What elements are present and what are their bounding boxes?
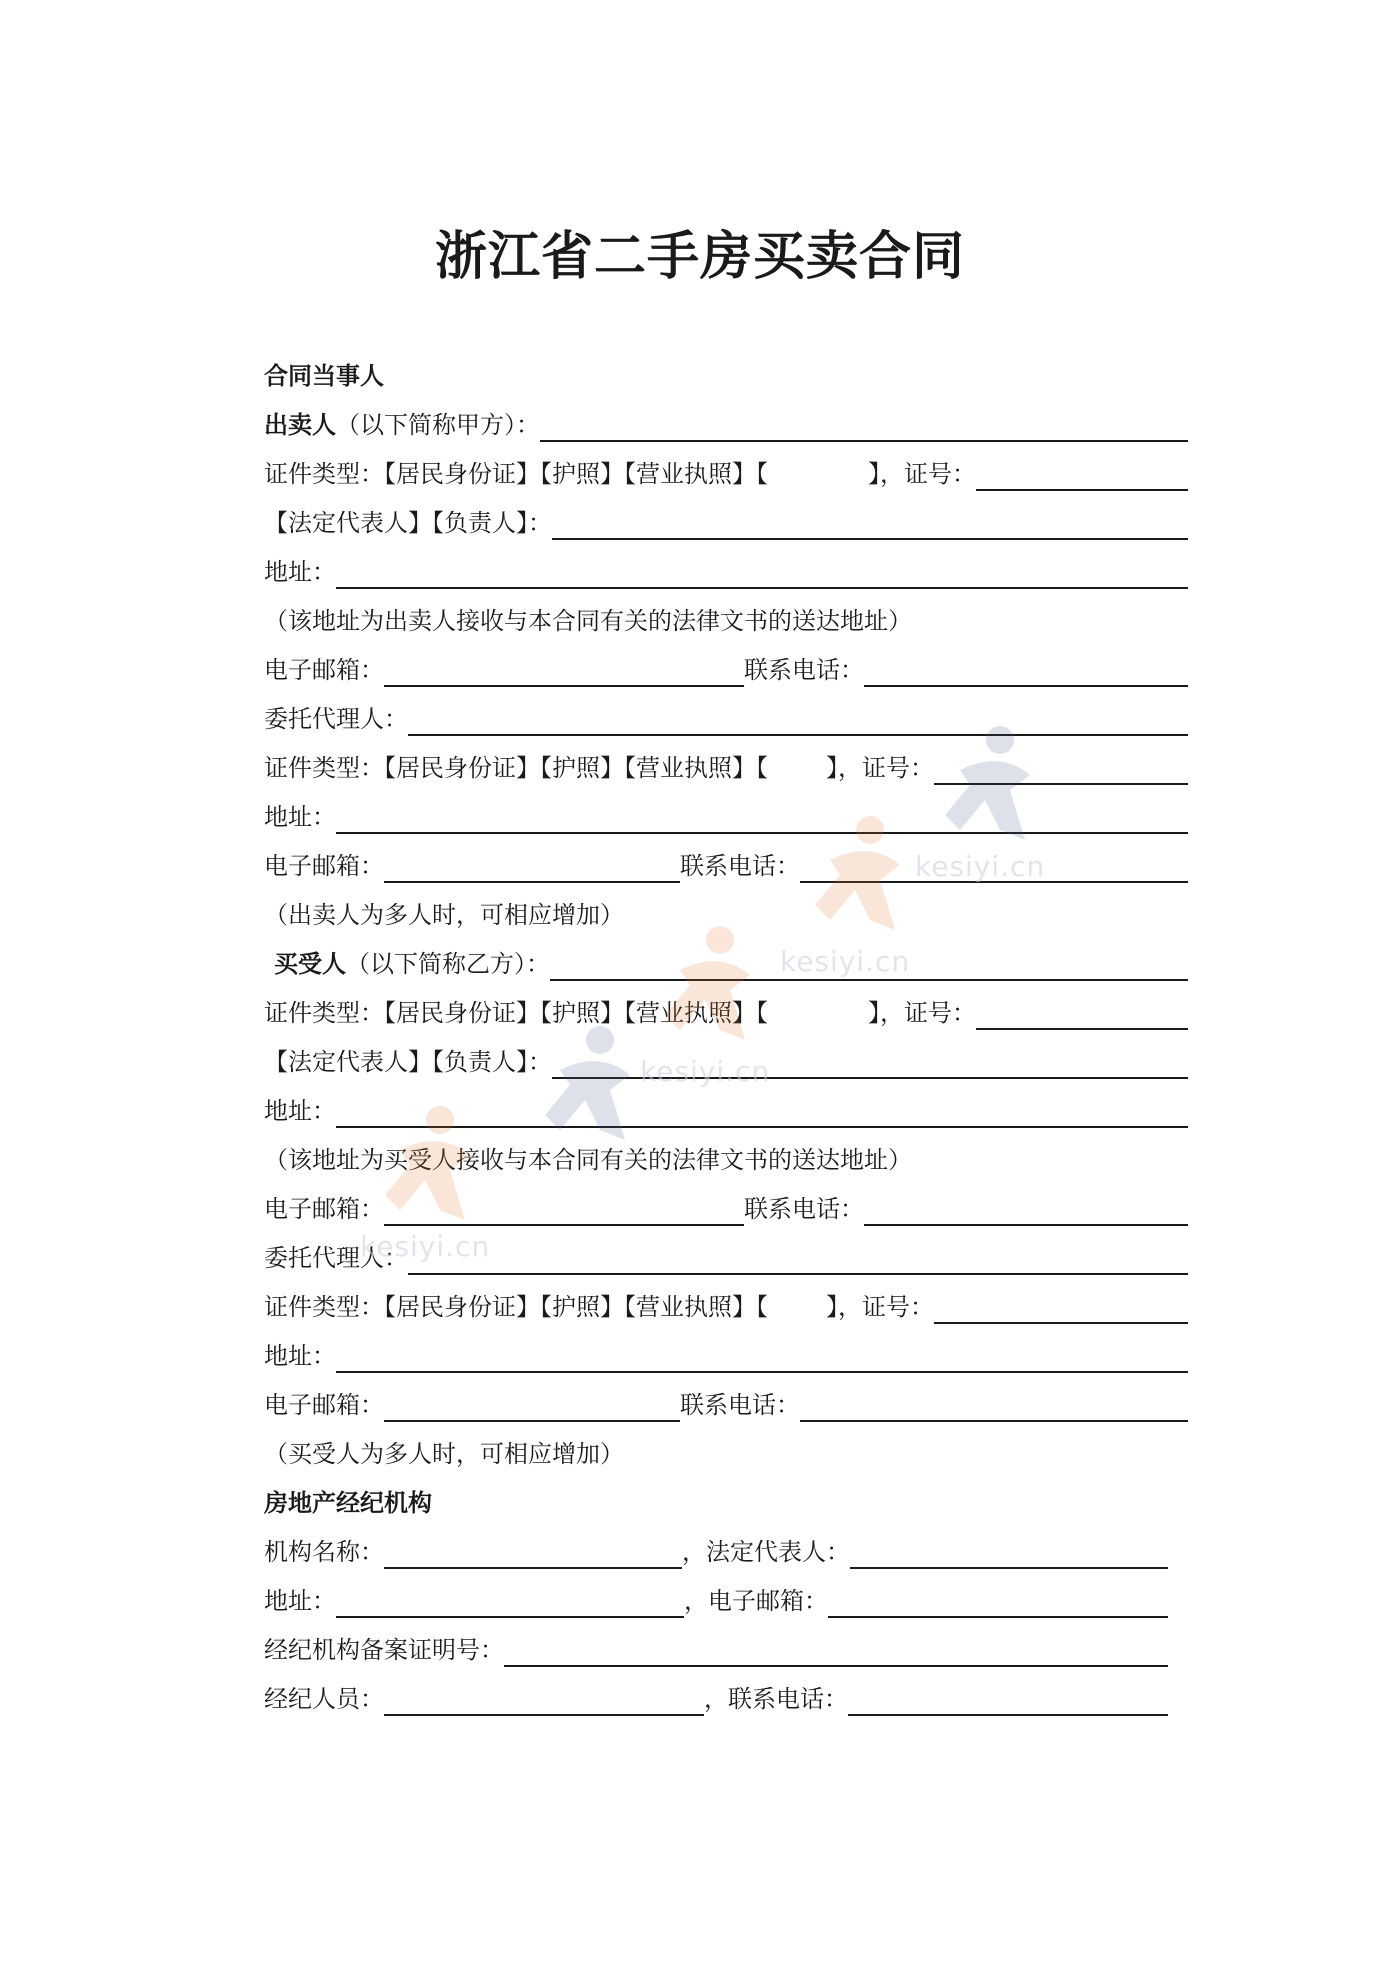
agency-name-label: 机构名称： (264, 1538, 384, 1566)
buyer-phone-field[interactable] (864, 1192, 1188, 1226)
seller-agent-email-label: 电子邮箱： (264, 852, 384, 880)
agency-broker-label: 经纪人员： (264, 1685, 384, 1713)
agency-legal-rep-label: ，法定代表人： (682, 1538, 850, 1566)
seller-address-row (264, 540, 1188, 589)
buyer-address-field[interactable] (336, 1094, 1188, 1128)
buyer-agent-address-row (264, 1324, 1188, 1373)
buyer-agent-row (264, 1226, 1188, 1275)
buyer-id-type-label: 证件类型：【居民身份证】【护照】【营业执照】【 (264, 999, 768, 1027)
seller-name-row (264, 393, 1188, 442)
agency-email-label: ，电子邮箱： (684, 1587, 828, 1615)
buyer-agent-phone-field[interactable] (800, 1388, 1188, 1422)
watermark-text: kesiyi.cn (780, 945, 911, 978)
seller-agent-phone-field[interactable] (800, 849, 1188, 883)
buyer-agent-email-label: 电子邮箱： (264, 1391, 384, 1419)
seller-agent-email-field[interactable] (384, 849, 680, 883)
seller-agent-row (264, 687, 1188, 736)
buyer-agent-label: 委托代理人： (264, 1244, 408, 1272)
seller-agent-field[interactable] (408, 702, 1188, 736)
agency-legal-rep-field[interactable] (850, 1535, 1168, 1569)
agency-phone-label: ，联系电话： (704, 1685, 848, 1713)
seller-address-field[interactable] (336, 555, 1188, 589)
buyer-agent-id-row (264, 1275, 1188, 1324)
seller-agent-id-no-field[interactable] (934, 751, 1188, 785)
watermark-text: kesiyi.cn (915, 850, 1046, 883)
agency-address-row (264, 1569, 1168, 1618)
agency-name-row (264, 1520, 1168, 1569)
seller-id-no-field[interactable] (976, 457, 1188, 491)
buyer-phone-label: 联系电话： (744, 1195, 864, 1223)
buyer-id-no-field[interactable] (976, 996, 1188, 1030)
seller-agent-address-label: 地址： (264, 803, 336, 831)
buyer-name-field[interactable] (550, 947, 1188, 981)
buyer-agent-contact-row (264, 1373, 1188, 1422)
seller-email-label: 电子邮箱： (264, 656, 384, 684)
buyer-id-no-label: 】，证号： (868, 999, 976, 1027)
agency-heading-row (264, 1471, 1188, 1520)
seller-email-field[interactable] (384, 653, 744, 687)
seller-id-no-label: 】，证号： (868, 460, 976, 488)
buyer-email-field[interactable] (384, 1192, 744, 1226)
seller-address-note-row (264, 589, 1188, 638)
buyer-agent-email-field[interactable] (384, 1388, 680, 1422)
buyer-agent-field[interactable] (408, 1241, 1188, 1275)
buyer-agent-id-no-field[interactable] (934, 1290, 1188, 1324)
seller-multi-note-row (264, 883, 1188, 932)
seller-agent-address-row (264, 785, 1188, 834)
buyer-legal-rep-label: 【法定代表人】【负责人】： (264, 1048, 552, 1076)
buyer-name-row (264, 932, 1188, 981)
agency-name-field[interactable] (384, 1535, 682, 1569)
seller-phone-label: 联系电话： (744, 656, 864, 684)
buyer-agent-id-type-label: 证件类型：【居民身份证】【护照】【营业执照】【 (264, 1293, 768, 1321)
buyer-multi-note-row (264, 1422, 1188, 1471)
watermark-text: kesiyi.cn (640, 1055, 771, 1088)
buyer-address-note: （该地址为买受人接收与本合同有关的法律文书的送达地址） (264, 1146, 912, 1174)
seller-legal-rep-field[interactable] (552, 506, 1188, 540)
agency-filing-label: 经纪机构备案证明号： (264, 1636, 504, 1664)
seller-address-note: （该地址为出卖人接收与本合同有关的法律文书的送达地址） (264, 607, 912, 635)
seller-agent-label: 委托代理人： (264, 705, 408, 733)
document-title: 浙江省二手房买卖合同 (434, 226, 965, 287)
buyer-legal-rep-row (264, 1030, 1188, 1079)
contract-parties-section (264, 344, 1188, 1716)
seller-agent-contact-row (264, 834, 1188, 883)
buyer-multi-note: （买受人为多人时，可相应增加） (264, 1440, 624, 1468)
buyer-label: 买受人 (274, 949, 346, 978)
buyer-legal-rep-field[interactable] (552, 1045, 1188, 1079)
seller-agent-id-no-label: 】，证号： (826, 754, 934, 782)
agency-broker-row (264, 1667, 1168, 1716)
buyer-address-row (264, 1079, 1188, 1128)
agency-heading: 房地产经纪机构 (264, 1488, 432, 1517)
agency-address-label: 地址： (264, 1587, 336, 1615)
watermark-text: kesiyi.cn (360, 1230, 491, 1263)
seller-multi-note: （出卖人为多人时，可相应增加） (264, 901, 624, 929)
seller-label-note: （以下简称甲方）： (336, 411, 540, 439)
seller-agent-id-row (264, 736, 1188, 785)
seller-legal-rep-label: 【法定代表人】【负责人】： (264, 509, 552, 537)
buyer-address-note-row (264, 1128, 1188, 1177)
agency-address-field[interactable] (336, 1584, 684, 1618)
seller-legal-rep-row (264, 491, 1188, 540)
buyer-agent-address-label: 地址： (264, 1342, 336, 1370)
agency-broker-field[interactable] (384, 1682, 704, 1716)
buyer-agent-address-field[interactable] (336, 1339, 1188, 1373)
parties-heading: 合同当事人 (264, 361, 384, 390)
seller-agent-id-type-label: 证件类型：【居民身份证】【护照】【营业执照】【 (264, 754, 768, 782)
buyer-label-note: （以下简称乙方）： (346, 950, 550, 978)
seller-label: 出卖人 (264, 410, 336, 439)
seller-address-label: 地址： (264, 558, 336, 586)
seller-contact-row (264, 638, 1188, 687)
seller-phone-field[interactable] (864, 653, 1188, 687)
buyer-email-label: 电子邮箱： (264, 1195, 384, 1223)
agency-filing-field[interactable] (504, 1633, 1168, 1667)
agency-phone-field[interactable] (848, 1682, 1168, 1716)
seller-agent-address-field[interactable] (336, 800, 1188, 834)
buyer-agent-phone-label: 联系电话： (680, 1391, 800, 1419)
agency-filing-row (264, 1618, 1168, 1667)
agency-email-field[interactable] (828, 1584, 1168, 1618)
seller-name-field[interactable] (540, 408, 1188, 442)
buyer-address-label: 地址： (264, 1097, 336, 1125)
buyer-id-row (264, 981, 1188, 1030)
parties-heading-row (264, 344, 1188, 393)
seller-agent-phone-label: 联系电话： (680, 852, 800, 880)
buyer-contact-row (264, 1177, 1188, 1226)
buyer-agent-id-no-label: 】，证号： (826, 1293, 934, 1321)
seller-id-type-label: 证件类型：【居民身份证】【护照】【营业执照】【 (264, 460, 768, 488)
seller-id-row (264, 442, 1188, 491)
